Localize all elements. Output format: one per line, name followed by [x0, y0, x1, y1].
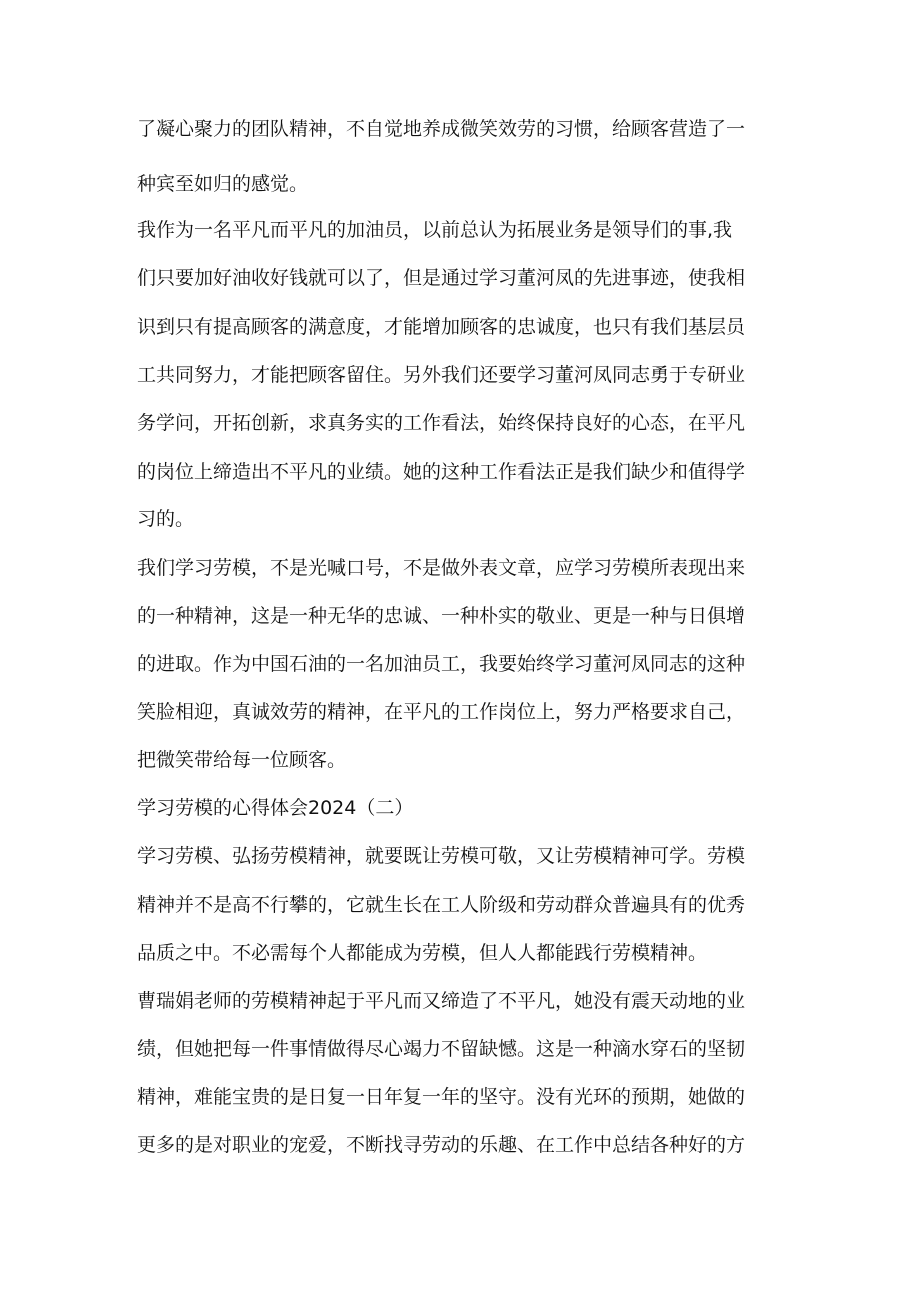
paragraph-line: 曹瑞娟老师的劳模精神起于平凡而又缔造了不平凡，她没有震天动地的业	[137, 990, 746, 1012]
paragraph-line: 了凝心聚力的团队精神，不自觉地养成微笑效劳的习惯，给顾客营造了一	[137, 118, 746, 140]
paragraph-line: 的岗位上缔造出不平凡的业绩。她的这种工作看法正是我们缺少和值得学	[137, 461, 746, 483]
paragraph-line: 学习劳模、弘扬劳模精神，就要既让劳模可敬，又让劳模精神可学。劳模	[137, 845, 746, 867]
paragraph-line: 的进取。作为中国石油的一名加油员工，我要始终学习董河凤同志的这种	[137, 653, 746, 675]
paragraph-line: 的一种精神，这是一种无华的忠诚、一种朴实的敬业、更是一种与日俱增	[137, 605, 746, 627]
paragraph-line: 习的。	[137, 508, 195, 530]
paragraph-line: 更多的是对职业的宠爱，不断找寻劳动的乐趣、在工作中总结各种好的方	[137, 1134, 746, 1156]
paragraph-line: 我作为一名平凡而平凡的加油员，以前总认为拓展业务是领导们的事,我	[137, 219, 733, 241]
paragraph-line: 品质之中。不必需每个人都能成为劳模，但人人都能践行劳模精神。	[137, 942, 708, 964]
paragraph-line: 精神，难能宝贵的是日复一日年复一年的坚守。没有光环的预期，她做的	[137, 1086, 746, 1108]
paragraph-line: 精神并不是高不行攀的，它就生长在工人阶级和劳动群众普遍具有的优秀	[137, 894, 746, 916]
paragraph-line: 工共同努力，才能把顾客留住。另外我们还要学习董河凤同志勇于专研业	[137, 364, 746, 386]
paragraph-line: 们只要加好油收好钱就可以了，但是通过学习董河凤的先进事迹，使我相	[137, 267, 746, 289]
paragraph-line: 我们学习劳模，不是光喊口号，不是做外表文章，应学习劳模所表现出来	[137, 557, 746, 579]
paragraph-line: 务学问，开拓创新，求真务实的工作看法，始终保持良好的心态，在平凡	[137, 412, 746, 434]
paragraph-line: 识到只有提高顾客的满意度，才能增加顾客的忠诚度，也只有我们基层员	[137, 316, 746, 338]
paragraph-line: 把微笑带给每一位顾客。	[137, 749, 347, 771]
section-heading: 学习劳模的心得体会2024（二）	[137, 797, 414, 819]
paragraph-line: 绩，但她把每一件事情做得尽心竭力不留缺憾。这是一种滴水穿石的坚韧	[137, 1038, 746, 1060]
paragraph-line: 笑脸相迎，真诚效劳的精神，在平凡的工作岗位上，努力严格要求自己，	[137, 701, 746, 723]
paragraph-line: 种宾至如归的感觉。	[137, 173, 309, 195]
